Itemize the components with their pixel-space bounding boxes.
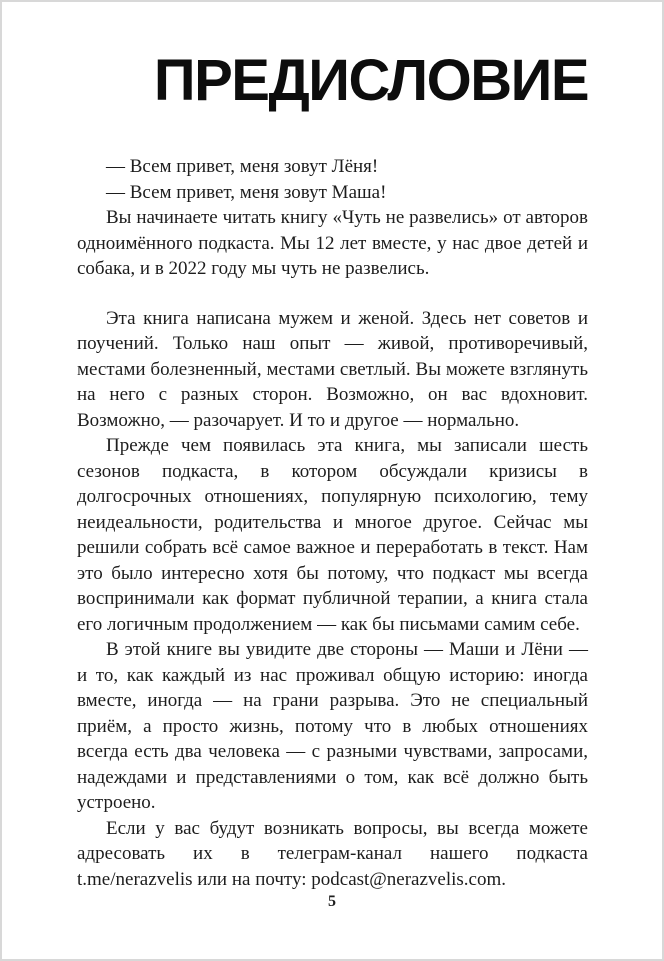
paragraph: — Всем привет, меня зовут Маша! <box>106 181 387 203</box>
page-number: 5 <box>328 893 336 910</box>
paragraph-spacer <box>77 282 588 306</box>
paragraph: Прежде чем появилась эта книга, мы записали шесть сезонов подкаста, в котором обсуждали кризисы в долгосрочных отношениях, популярную психологию, тему неидеальности, родительства и многое другое. Сейчас мы решили собрать всё самое важное и переработать в текст. Нам это было интересно хотя бы потому, что подкаст мы всегда воспринимали как формат публичной терапии, а книга стала его логичным продолжением — как бы письмами самим себе. <box>77 435 588 635</box>
paragraph: — Всем привет, меня зовут Лёня! <box>106 156 379 177</box>
paragraph: В этой книге вы увидите две стороны — Маши и Лёни — и то, как каждый из нас проживал общую историю: иногда вместе, иногда — на грани разрыва. Это не специальный приём, а просто жизнь, потому что в любых отношениях всегда есть два человека — с разными чувствами, запросами, надеждами и представлениями о том, как всё должно быть устроено. <box>77 639 588 813</box>
paragraph: Если у вас будут возникать вопросы, вы всегда можете адресовать их в телеграм-канал нашего подкаста t.me/nerazvelis или на почту: podcast@nerazvelis.com. <box>77 817 588 890</box>
page-title: ПРЕДИСЛОВИЕ <box>153 48 588 113</box>
paragraph: Эта книга написана мужем и женой. Здесь нет советов и поучений. Только наш опыт — живой, противоречивый, местами болезненный, местами светлый. Вы можете взглянуть на него с разных сторон. Возможно, он вас вдохновит. Возможно, — разочарует. И то и другое — нормально. <box>77 307 588 431</box>
body-text <box>77 154 588 892</box>
paragraph: Вы начинаете читать книгу «Чуть не развелись» от авторов одноимённого подкаста. Мы 12 лет вместе, у нас двое детей и собака, и в 2022 году мы чуть не развелись. <box>77 207 588 279</box>
